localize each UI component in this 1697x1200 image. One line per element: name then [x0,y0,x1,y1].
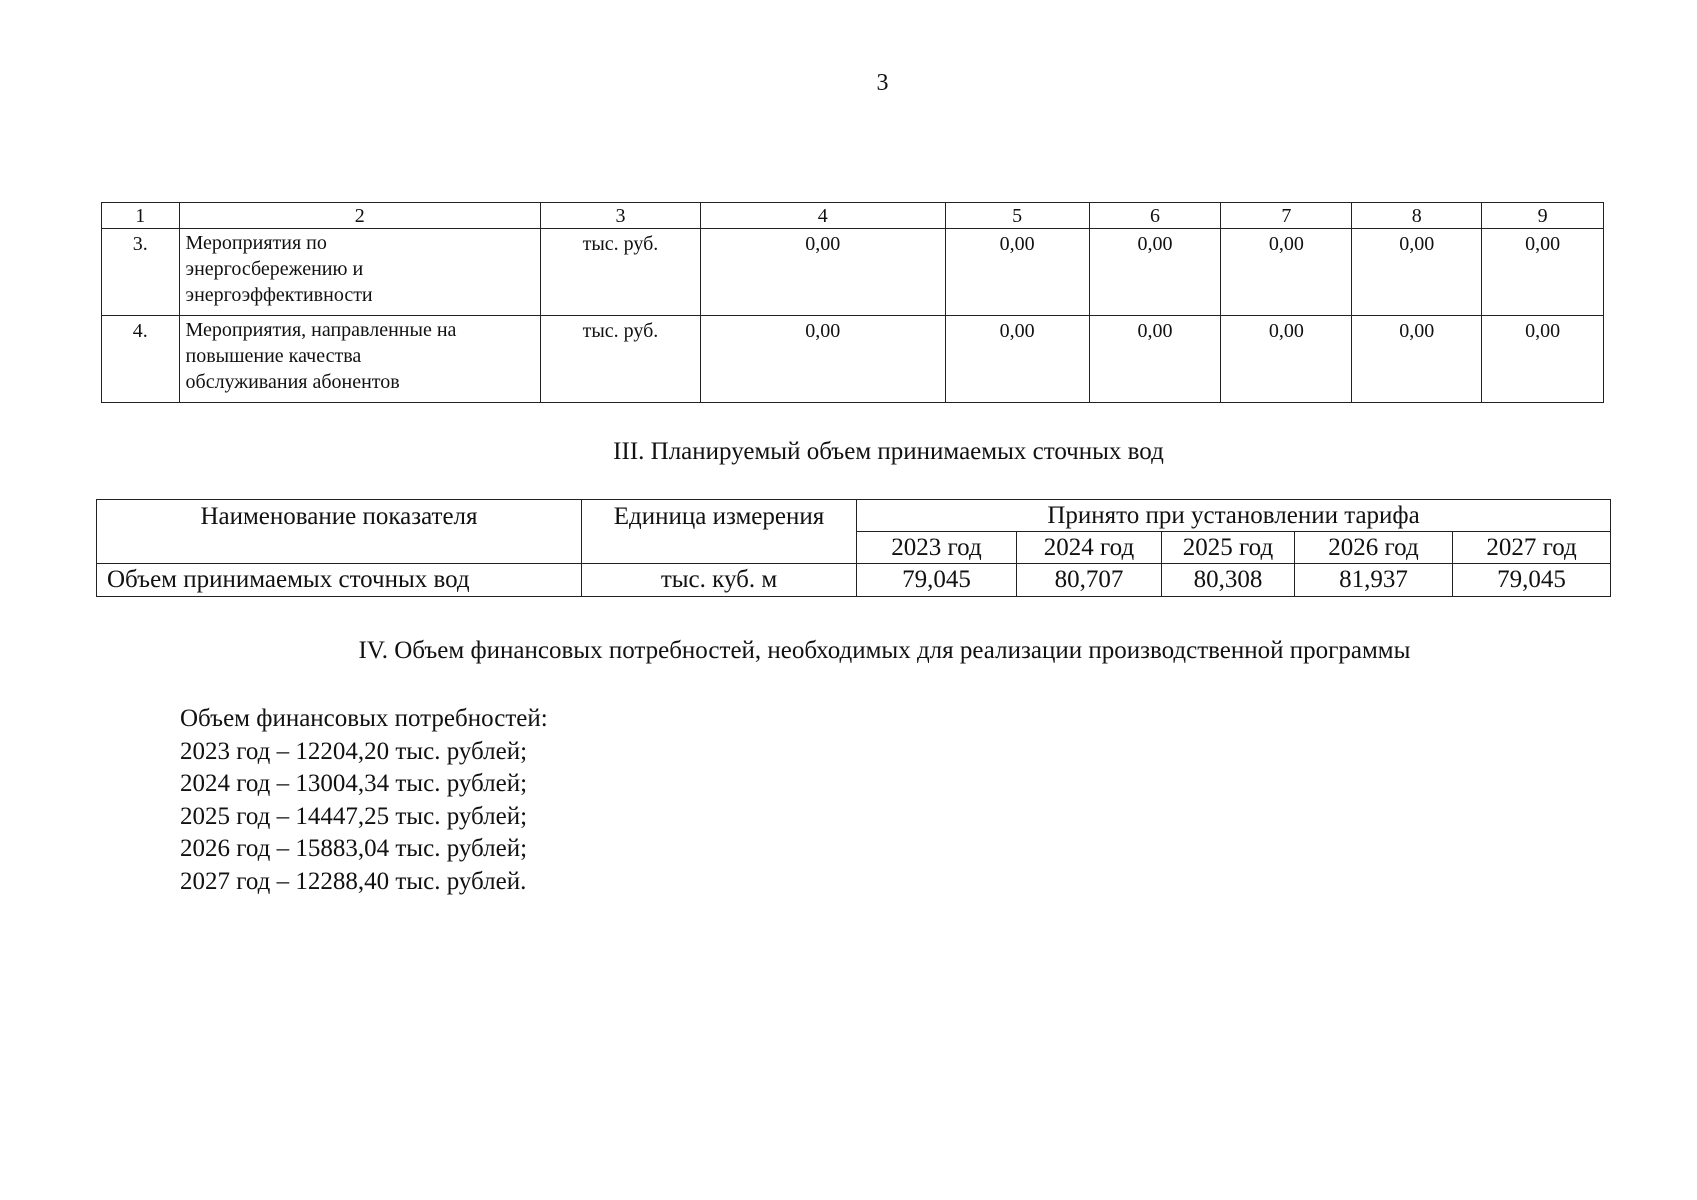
value-cell: 81,937 [1295,564,1453,597]
column-number-row [102,203,1604,229]
financial-needs-line: 2025 год – 14447,25 тыс. рублей; [180,802,528,830]
financial-needs-line: 2027 год – 12288,40 тыс. рублей. [180,867,527,895]
column-number: 6 [1089,203,1221,229]
column-number: 7 [1221,203,1352,229]
value-cell: 79,045 [857,564,1017,597]
unit-cell: тыс. руб. [540,316,700,403]
value-cell: 0,00 [700,229,945,316]
measure-name-line: Мероприятия, направленные на [185,319,457,341]
value-cell: 0,00 [1352,229,1482,316]
page-number: 3 [876,70,889,96]
column-number: 2 [179,203,540,229]
measure-name-line: повышение качества [185,345,362,367]
column-number: 9 [1482,203,1604,229]
value-cell: 80,308 [1162,564,1295,597]
column-number: 3 [540,203,700,229]
measure-name-line: обслуживания абонентов [185,371,400,393]
value-cell: 0,00 [1221,316,1352,403]
indicator-header: Наименование показателя [97,500,582,564]
value-cell: 0,00 [1221,229,1352,316]
row-number: 3. [102,229,180,316]
column-number: 1 [102,203,180,229]
year-header: 2025 год [1162,532,1295,564]
measure-name [179,229,540,316]
measure-name-line: энергоэффективности [185,284,373,306]
section-3-title: III. Планируемый объем принимаемых сточных вод [613,438,1164,465]
year-header: 2024 год [1017,532,1162,564]
year-header: 2023 год [857,532,1017,564]
value-cell: 0,00 [945,316,1089,403]
value-cell: 79,045 [1453,564,1611,597]
value-cell: 0,00 [1482,229,1604,316]
row-number: 4. [102,316,180,403]
value-cell: 0,00 [1089,229,1221,316]
column-number: 8 [1352,203,1482,229]
unit-header: Единица измерения [582,500,857,564]
wastewater-volume-table [96,499,1611,597]
table-row [97,564,1611,597]
value-cell: 0,00 [945,229,1089,316]
unit-cell: тыс. куб. м [582,564,857,597]
measure-name-line: энергосбережению и [185,258,364,280]
tariff-group-header: Принято при установлении тарифа [857,500,1611,532]
value-cell: 0,00 [1089,316,1221,403]
value-cell: 0,00 [700,316,945,403]
financial-needs-line: 2026 год – 15883,04 тыс. рублей; [180,835,528,862]
unit-cell: тыс. руб. [540,229,700,316]
column-number: 5 [945,203,1089,229]
measures-table [101,202,1604,403]
measure-name [179,316,540,403]
value-cell: 0,00 [1352,316,1482,403]
table-row [102,316,1604,403]
financial-needs-intro: Объем финансовых потребностей: [180,705,548,732]
section-4-title: IV. Объем финансовых потребностей, необходимых для реализации производственной программы [358,637,1411,664]
financial-needs-block [180,703,548,898]
year-header: 2026 год [1295,532,1453,564]
measure-name-line: Мероприятия по [185,232,327,254]
value-cell: 0,00 [1482,316,1604,403]
table-header-row [97,500,1611,532]
table-row [102,229,1604,316]
financial-needs-line: 2024 год – 13004,34 тыс. рублей; [180,770,528,797]
value-cell: 80,707 [1017,564,1162,597]
column-number: 4 [700,203,945,229]
financial-needs-line: 2023 год – 12204,20 тыс. рублей; [180,737,528,765]
year-header: 2027 год [1453,532,1611,564]
indicator-name: Объем принимаемых сточных вод [97,564,582,597]
